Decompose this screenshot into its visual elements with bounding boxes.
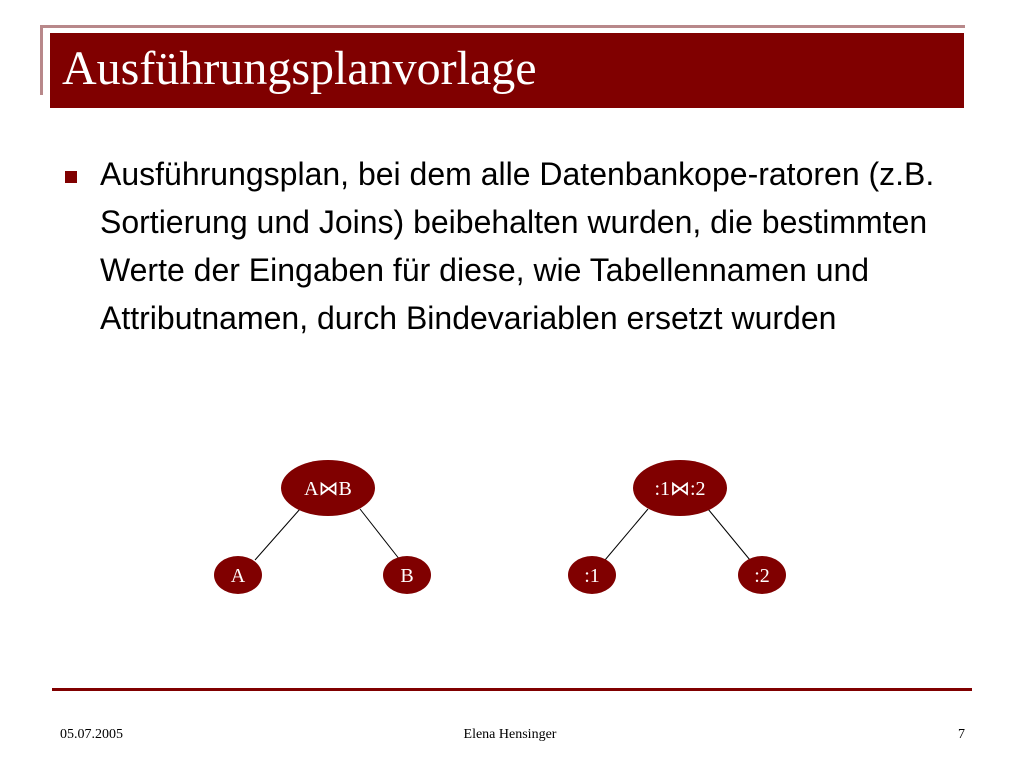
- edge-left: [255, 509, 300, 560]
- page-number: 7: [958, 727, 965, 742]
- edge-right: [360, 509, 400, 560]
- join-node-label: :1⋈:2: [654, 478, 706, 500]
- footer-date: 05.07.2005: [60, 727, 123, 742]
- footer-author: Elena Hensinger: [463, 727, 557, 742]
- leaf-label-right: B: [400, 565, 414, 587]
- leaf-label-left: :1: [584, 565, 600, 587]
- leaf-label-right: :2: [754, 565, 770, 587]
- edge-right: [708, 509, 750, 560]
- join-node-label: A⋈B: [304, 478, 352, 500]
- slide-title: Ausführungsplanvorlage: [62, 42, 537, 95]
- edge-left: [605, 509, 648, 560]
- footer-divider: [52, 688, 972, 691]
- leaf-label-left: A: [230, 565, 246, 587]
- bullet-text: Ausführungsplan, bei dem alle Datenbankope-ratoren (z.B. Sortierung und Joins) beibehalten wurden, die bestimmten Werte der Eingaben für diese, wie Tabellennamen und Attributnamen, durch Bindevariablen ersetzt wurden: [100, 156, 935, 336]
- join-tree-template: [568, 460, 786, 594]
- join-tree-concrete: [214, 460, 431, 594]
